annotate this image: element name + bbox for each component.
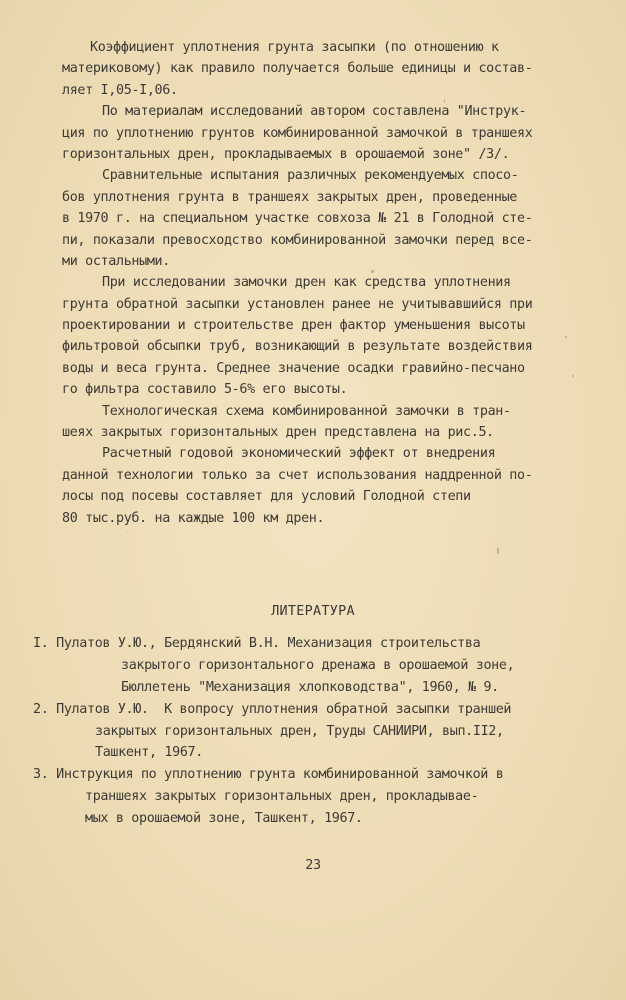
reference-line: траншеях закрытых горизонтальных дрен, прокладывае- [85,789,479,805]
reference-line: закрытого горизонтального дренажа в орошаемой зоне, [121,657,515,673]
text-line: 80 тыс.руб. на каждые 100 км дрен. [62,510,325,526]
paper-speck [444,99,445,103]
paper-speck [565,336,567,338]
text-line: ляет I,05-I,06. [62,82,178,98]
text-line: шеях закрытых горизонтальных дрен представлена на рис.5. [62,425,494,441]
reference-item [33,764,593,830]
text-line: горизонтальных дрен, прокладываемых в орошаемой зоне" /3/. [62,146,510,162]
reference-line: I. Пулатов У.Ю., Бердянский В.Н. Механизация строительства [33,636,481,651]
text-line: ми остальными. [62,253,170,269]
text-line: Технологическая схема комбинированной замочки в тран- [102,403,511,419]
text-line: материковому) как правило получается больше единицы и состав- [62,61,533,77]
paper-speck [497,548,499,554]
reference-list [33,633,593,830]
reference-item [33,633,593,699]
reference-line: 3. Инструкция по уплотнению грунта комбинированной замочкой в [33,767,504,783]
reference-line: 2. Пулатов У.Ю. К вопросу уплотнения обратной засыпки траншей [33,701,512,717]
text-line: данной технологии только за счет использования наддренной по- [62,467,533,483]
paper-speck [371,270,374,273]
text-line: воды и веса грунта. Среднее значение осадки гравийно-песчано [62,360,525,376]
text-line: в 1970 г. на специальном участке совхоза № 21 в Голодной сте- [62,211,533,227]
text-line: бов уплотнения грунта в траншеях закрытых дрен, проведенные [62,189,517,205]
text-line: Сравнительные испытания различных рекомендуемых спосо- [102,168,519,184]
text-line: го фильтра составило 5-6% его высоты. [62,382,348,398]
reference-line: закрытых горизонтальных дрен, Труды САНИИРИ, вып.II2, [95,723,504,739]
text-line: Коэффициент уплотнения грунта засыпки (по отношению к [90,40,499,55]
text-line: При исследовании замочки дрен как средства уплотнения [102,275,511,291]
body-text [62,37,562,529]
text-line: ция по уплотнению грунтов комбинированной замочкой в траншеях [62,125,533,141]
reference-line: Бюллетень "Механизация хлопководства", 1960, № 9. [121,679,499,695]
reference-line: Ташкент, 1967. [95,745,203,761]
literature-heading: ЛИТЕРАТУРА [271,604,355,619]
paper-speck [127,531,128,532]
text-line: фильтровой обсыпки труб, возникающий в результате воздействия [62,339,533,355]
text-line: лосы под посевы составляет для условий Голодной степи [62,489,471,505]
reference-line: мых в орошаемой зоне, Ташкент, 1967. [85,811,363,827]
text-line: грунта обратной засыпки установлен ранее не учитывавшийся при [62,296,533,312]
paper-speck [572,375,574,377]
text-line: проектировании и строительстве дрен фактор уменьшения высоты [62,318,525,334]
text-line: Расчетный годовой экономический эффект от внедрения [102,446,496,462]
text-line: По материалам исследований автором составлена "Инструк- [102,104,527,120]
text-line: пи, показали превосходство комбинированной замочки перед все- [62,232,533,248]
reference-item [33,699,593,765]
page-number: 23 [305,858,321,873]
